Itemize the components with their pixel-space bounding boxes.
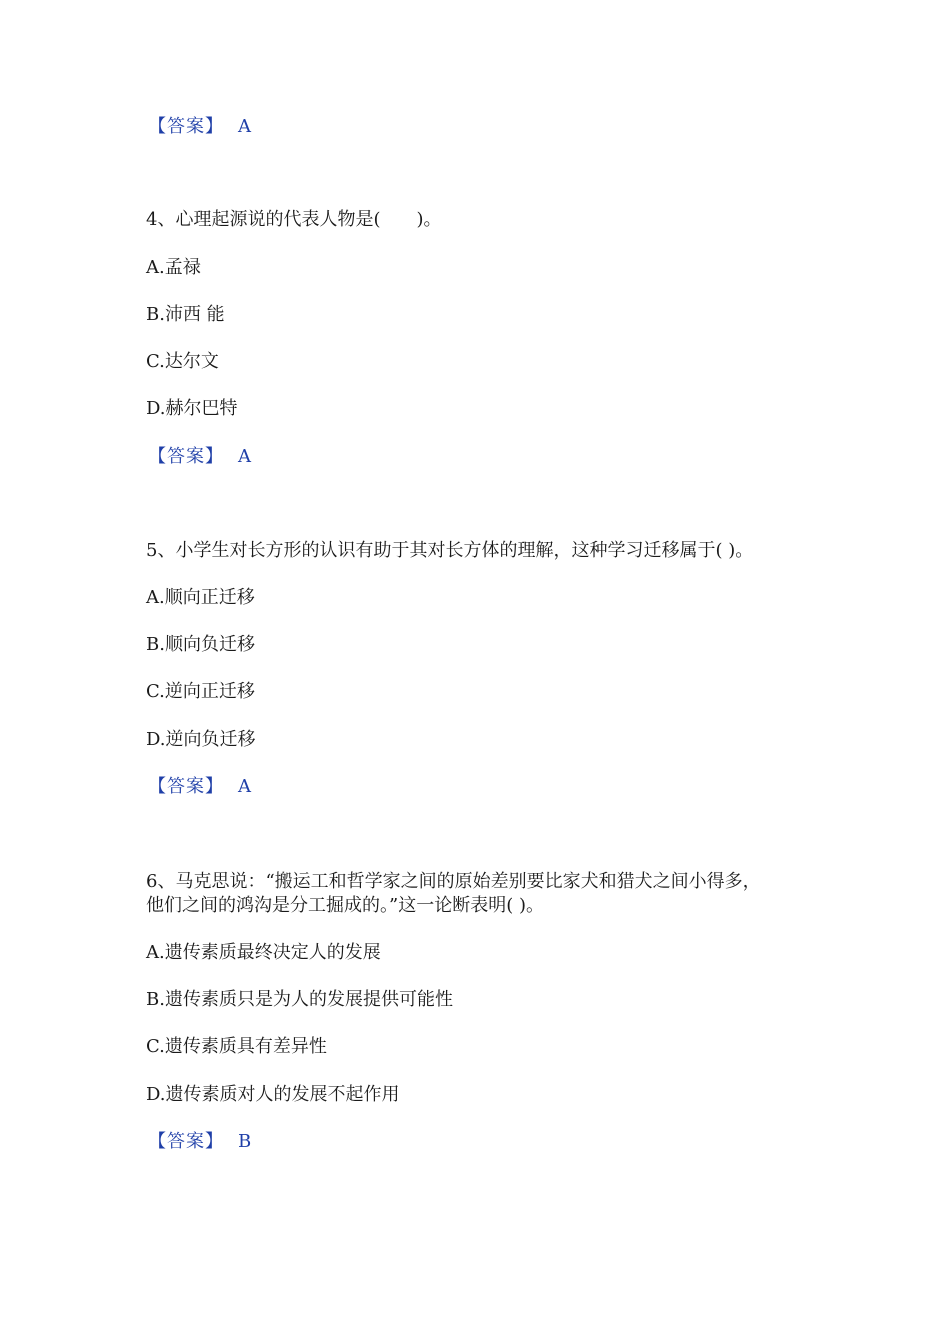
answer-label: 【答案】 xyxy=(148,116,224,137)
option-c-q6: C.遗传素质具有差异性 xyxy=(146,1036,327,1057)
option-b-q4: B.沛西 能 xyxy=(146,304,225,325)
answer-label: 【答案】 xyxy=(148,1131,224,1152)
option-b-q6: B.遗传素质只是为人的发展提供可能性 xyxy=(146,989,453,1010)
option-d-q5: D.逆向负迁移 xyxy=(146,729,256,750)
option-c-q5: C.逆向正迁移 xyxy=(146,681,255,702)
question-stem-q5: 5、小学生对长方形的认识有助于其对长方体的理解，这种学习迁移属于( )。 xyxy=(146,540,754,561)
option-d-q4: D.赫尔巴特 xyxy=(146,398,238,419)
option-a-q6: A.遗传素质最终决定人的发展 xyxy=(146,942,381,963)
option-c-q4: C.达尔文 xyxy=(146,351,219,372)
answer-value: A xyxy=(238,116,251,137)
question-stem-q6-line2: 他们之间的鸿沟是分工掘成的。”这一论断表明( )。 xyxy=(146,895,544,916)
option-d-q6: D.遗传素质对人的发展不起作用 xyxy=(146,1084,400,1105)
answer-row-q6 xyxy=(148,1130,251,1154)
answer-value: B xyxy=(238,1131,252,1152)
question-stem-q4: 4、心理起源说的代表人物是( )。 xyxy=(146,209,442,230)
answer-row-q4 xyxy=(148,445,251,469)
answer-label: 【答案】 xyxy=(148,446,224,467)
option-b-q5: B.顺向负迁移 xyxy=(146,634,255,655)
answer-value: A xyxy=(238,446,251,467)
answer-row-q3 xyxy=(148,115,251,139)
option-a-q5: A.顺向正迁移 xyxy=(146,587,255,608)
option-a-q4: A.孟禄 xyxy=(146,257,201,278)
answer-label: 【答案】 xyxy=(148,776,224,797)
answer-row-q5 xyxy=(148,775,251,799)
answer-value: A xyxy=(238,776,251,797)
question-stem-q6-line1: 6、马克思说：“搬运工和哲学家之间的原始差别要比家犬和猎犬之间小得多， xyxy=(146,871,761,892)
